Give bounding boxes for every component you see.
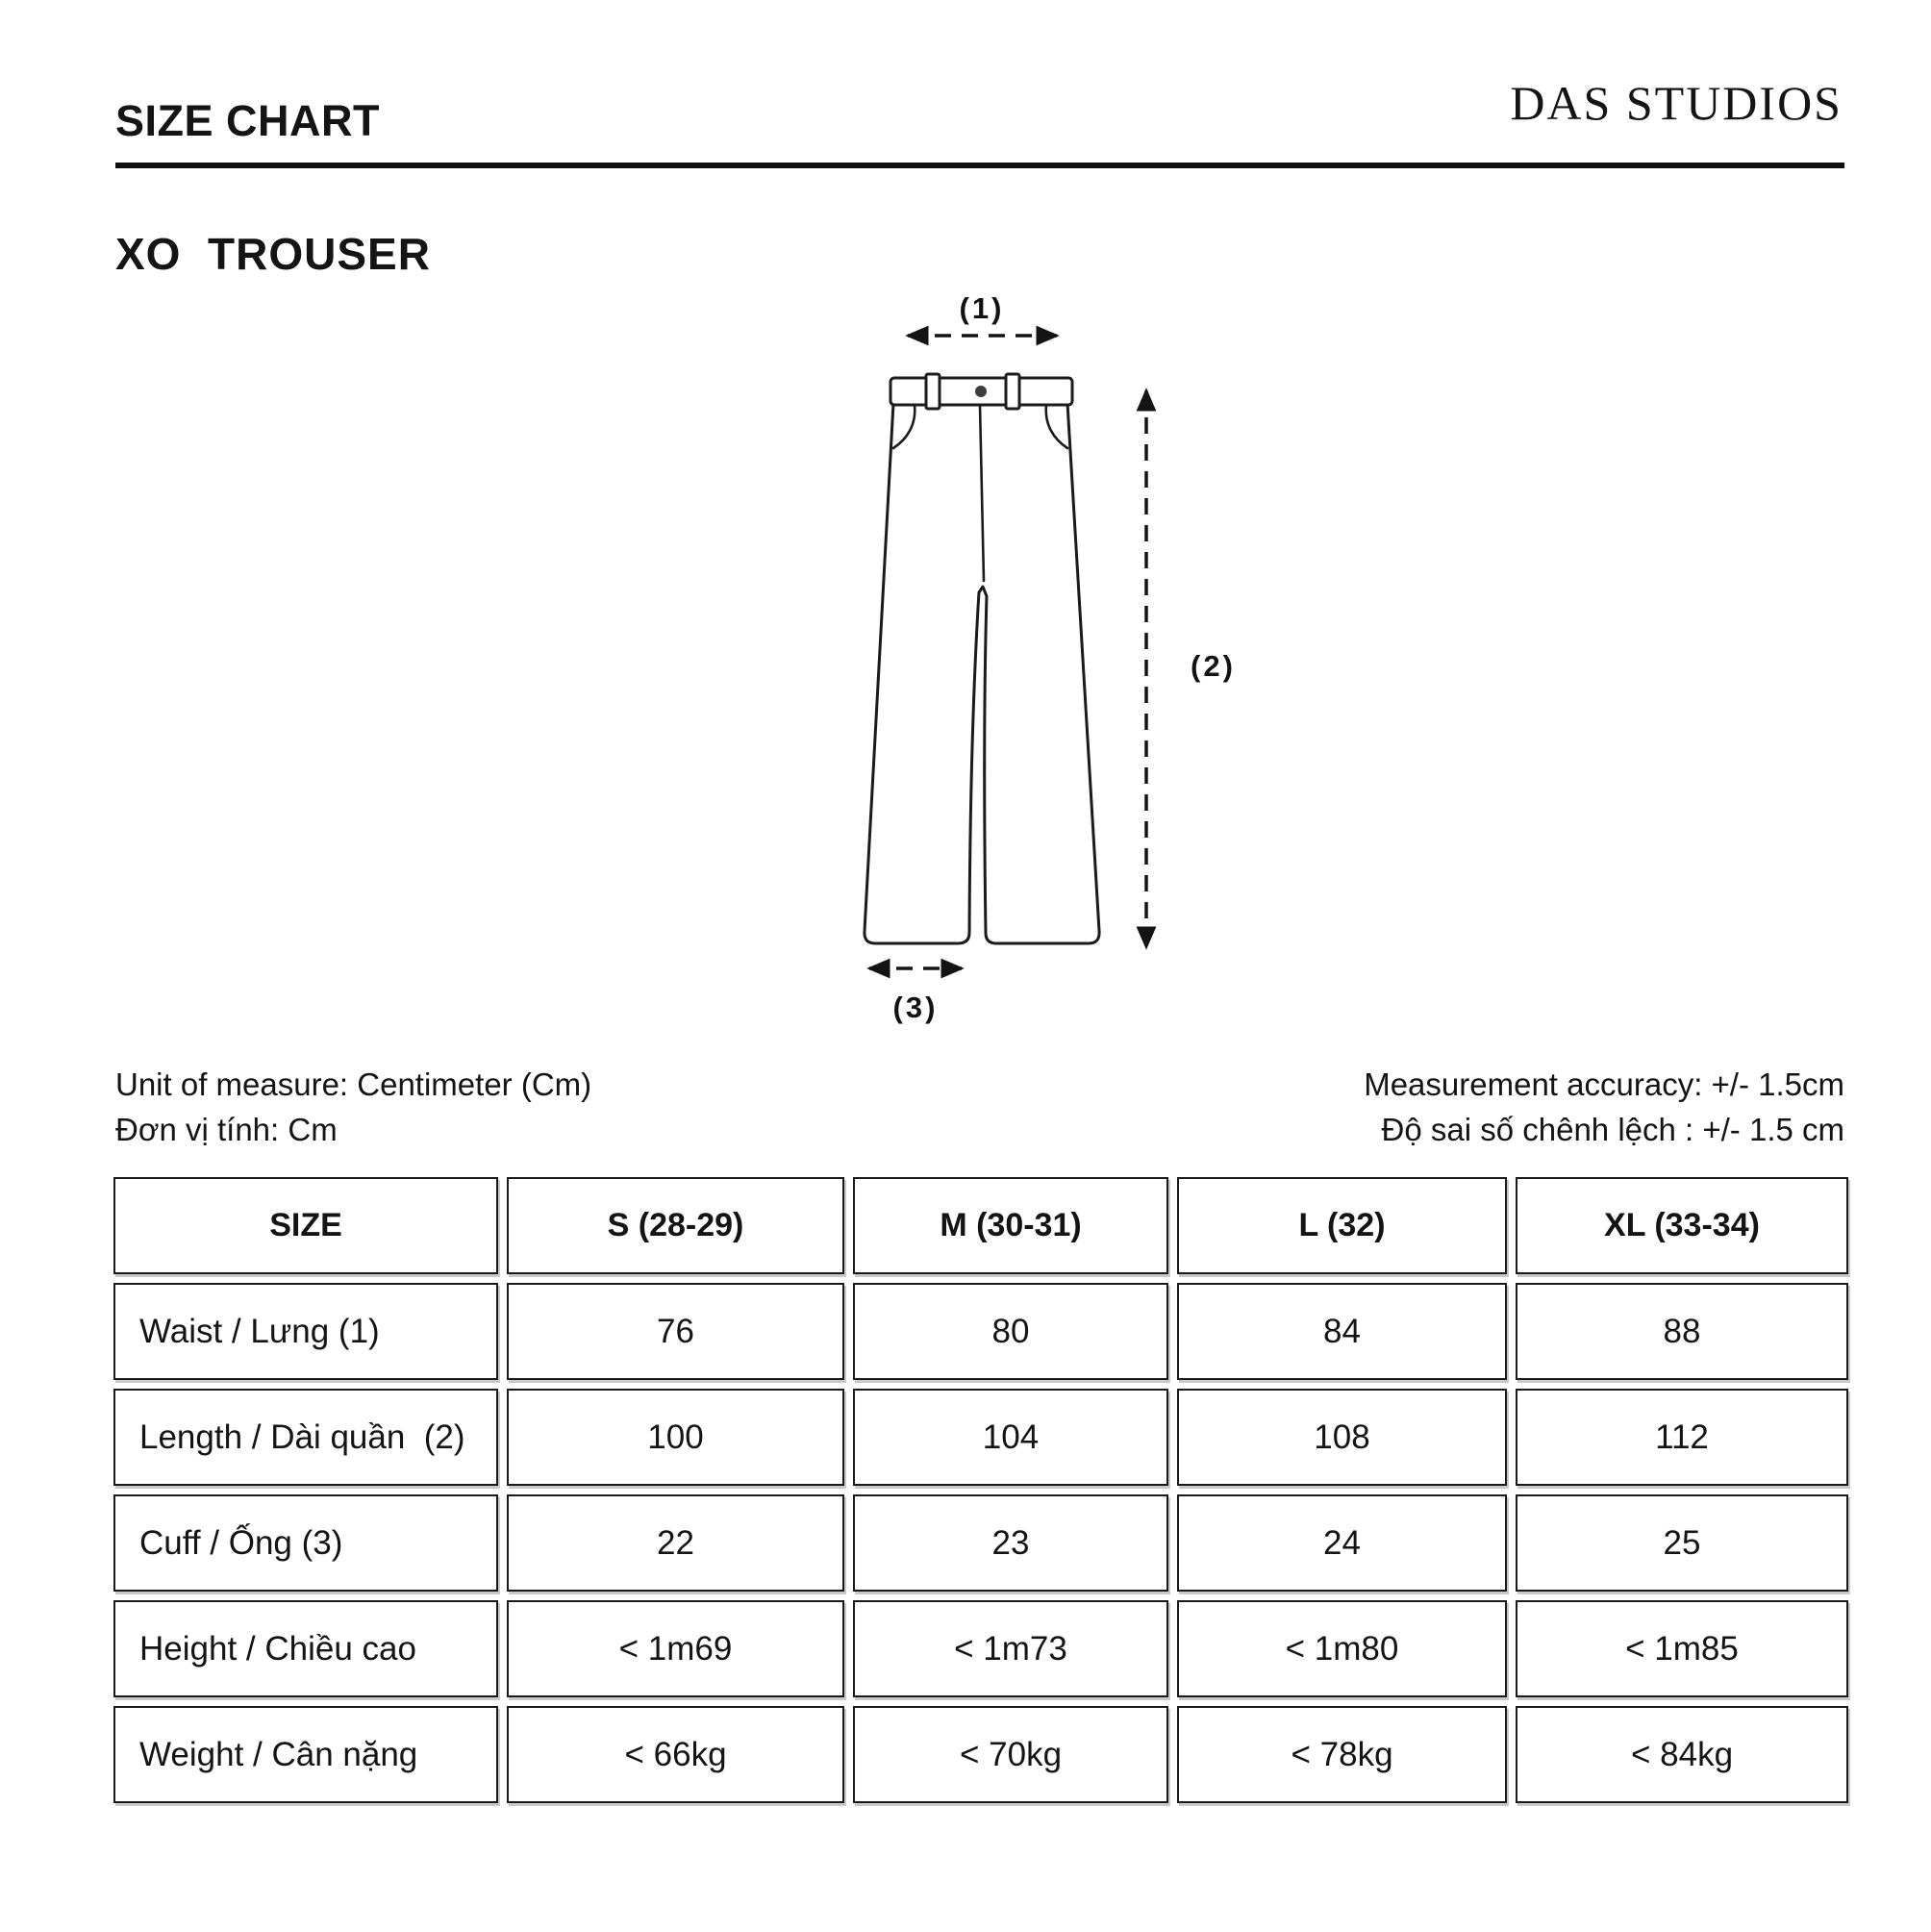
table-cell: 80 <box>853 1283 1168 1380</box>
accuracy-notes <box>1364 1062 1844 1152</box>
table-cell: 22 <box>507 1494 844 1592</box>
row-label-length: Length / Dài quần (2) <box>113 1389 498 1486</box>
table-cell: < 66kg <box>507 1706 844 1803</box>
cuff-measure-label: (3) <box>892 991 939 1024</box>
row-label-weight: Weight / Cân nặng <box>113 1706 498 1803</box>
trouser-diagram <box>808 279 1260 1039</box>
table-cell: < 70kg <box>853 1706 1168 1803</box>
table-cell: < 78kg <box>1177 1706 1507 1803</box>
table-cell: 104 <box>853 1389 1168 1486</box>
size-table <box>113 1177 1848 1803</box>
header-cell-m: M (30-31) <box>853 1177 1168 1274</box>
table-cell: 108 <box>1177 1389 1507 1486</box>
table-cell: 100 <box>507 1389 844 1486</box>
table-cell: 84 <box>1177 1283 1507 1380</box>
table-cell: < 84kg <box>1516 1706 1848 1803</box>
header-cell-size: SIZE <box>113 1177 498 1274</box>
accuracy-note-en: Measurement accuracy: +/- 1.5cm <box>1364 1066 1844 1102</box>
unit-note-en: Unit of measure: Centimeter (Cm) <box>115 1066 592 1102</box>
row-label-waist: Waist / Lưng (1) <box>113 1283 498 1380</box>
header-cell-s: S (28-29) <box>507 1177 844 1274</box>
table-cell: < 1m69 <box>507 1600 844 1697</box>
waist-button <box>975 386 987 397</box>
row-label-height: Height / Chiều cao <box>113 1600 498 1697</box>
table-cell: 88 <box>1516 1283 1848 1380</box>
table-cell: 112 <box>1516 1389 1848 1486</box>
table-cell: 23 <box>853 1494 1168 1592</box>
page-title: SIZE CHART <box>115 96 380 145</box>
length-measure-label: (2) <box>1191 649 1236 683</box>
unit-note-vi: Đơn vị tính: Cm <box>115 1112 338 1147</box>
table-cell: < 1m85 <box>1516 1600 1848 1697</box>
product-title: XO TROUSER <box>115 229 431 279</box>
waist-measure-label: (1) <box>959 291 1005 325</box>
header-cell-l: L (32) <box>1177 1177 1507 1274</box>
table-cell: 24 <box>1177 1494 1507 1592</box>
header-rule <box>115 163 1844 168</box>
row-label-cuff: Cuff / Ống (3) <box>113 1494 498 1592</box>
unit-notes <box>115 1062 591 1152</box>
table-cell: < 1m73 <box>853 1600 1168 1697</box>
belt-loop-left <box>926 374 940 409</box>
table-cell: 25 <box>1516 1494 1848 1592</box>
accuracy-note-vi: Độ sai số chênh lệch : +/- 1.5 cm <box>1381 1112 1844 1147</box>
table-cell: < 1m80 <box>1177 1600 1507 1697</box>
table-cell: 76 <box>507 1283 844 1380</box>
header-cell-xl: XL (33-34) <box>1516 1177 1848 1274</box>
belt-loop-right <box>1006 374 1019 409</box>
brand-logo: DAS STUDIOS <box>1510 76 1843 130</box>
